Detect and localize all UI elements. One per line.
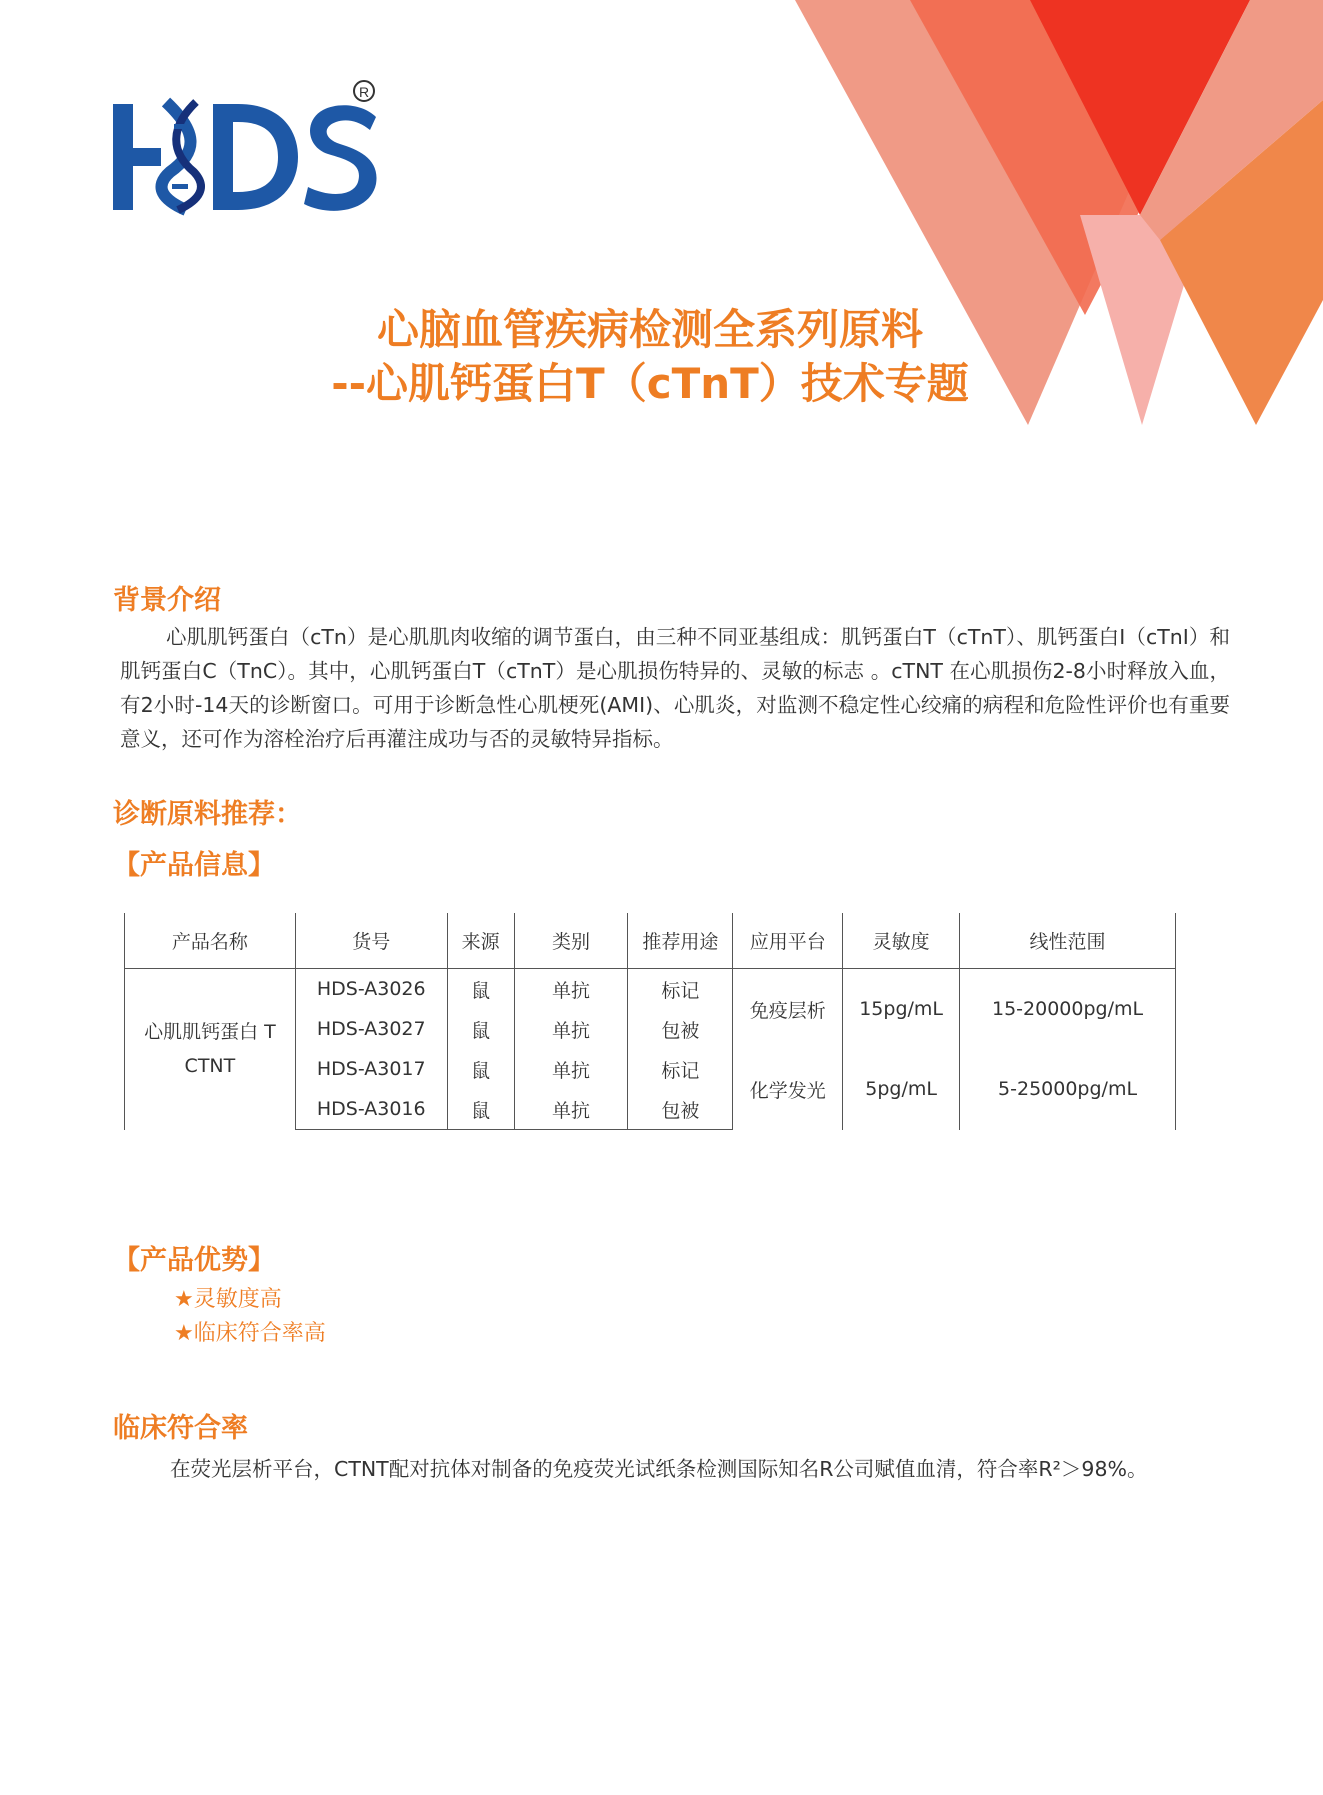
col-header: 类别: [514, 913, 628, 969]
use-cell: 标记: [628, 969, 733, 1010]
table-header-row: [125, 913, 1176, 969]
category-cell: 单抗: [514, 969, 628, 1010]
sensitivity-cell: 5pg/mL: [843, 1049, 960, 1130]
col-header: 推荐用途: [628, 913, 733, 969]
range-cell: 5-25000pg/mL: [960, 1049, 1176, 1130]
sku-cell: HDS-A3026: [295, 969, 447, 1010]
category-cell: 单抗: [514, 1089, 628, 1130]
clinical-text: 在荧光层析平台，CTNT配对抗体对制备的免疫荧光试纸条检测国际知名R公司赋值血清，符合率R²＞98%。: [170, 1457, 1148, 1481]
sku-cell: HDS-A3017: [295, 1049, 447, 1089]
table-row: [125, 969, 1176, 1010]
category-cell: 单抗: [514, 1009, 628, 1049]
use-cell: 标记: [628, 1049, 733, 1089]
platform-cell: 免疫层析: [733, 969, 843, 1050]
range-cell: 15-20000pg/mL: [960, 969, 1176, 1050]
product-name-cell: [125, 969, 296, 1130]
sku-cell: HDS-A3027: [295, 1009, 447, 1049]
product-name-line2: CTNT: [184, 1055, 236, 1078]
col-header: 线性范围: [960, 913, 1176, 969]
col-header: 产品名称: [125, 913, 296, 969]
source-cell: 鼠: [447, 969, 514, 1010]
advantage-item: ★临床符合率高: [174, 1321, 326, 1346]
source-cell: 鼠: [447, 1049, 514, 1089]
recommend-heading: 诊断原料推荐：: [113, 799, 302, 830]
use-cell: 包被: [628, 1089, 733, 1130]
col-header: 来源: [447, 913, 514, 969]
source-cell: 鼠: [447, 1009, 514, 1049]
sensitivity-cell: 15pg/mL: [843, 969, 960, 1050]
advantages-heading: 【产品优势】: [113, 1245, 275, 1276]
sku-cell: HDS-A3016: [295, 1089, 447, 1130]
product-info-heading: 【产品信息】: [113, 850, 275, 881]
use-cell: 包被: [628, 1009, 733, 1049]
background-heading: 背景介绍: [113, 585, 221, 616]
col-header: 应用平台: [733, 913, 843, 969]
col-header: 灵敏度: [843, 913, 960, 969]
background-text: 心肌肌钙蛋白（cTn）是心肌肌肉收缩的调节蛋白，由三种不同亚基组成：肌钙蛋白T（cTnT）、肌钙蛋白I（cTnI）和肌钙蛋白C（TnC）。其中，心肌钙蛋白T（cTnT）是心肌损伤特异的、灵敏的标志 。cTNT 在心肌损伤2-8小时释放入血，有2小时-14天的诊断窗口。可用于诊断急性心肌梗死(AMI)、心肌炎，对监测不稳定性心绞痛的病程和危险性评价也有重要意义，还可作为溶栓治疗后再灌注成功与否的灵敏特异指标。: [120, 625, 1230, 751]
hds-logo: [108, 72, 388, 217]
category-cell: 单抗: [514, 1049, 628, 1089]
product-table: [124, 913, 1176, 1130]
product-name-line1: 心肌肌钙蛋白 T: [144, 1021, 276, 1044]
source-cell: 鼠: [447, 1089, 514, 1130]
svg-text:R: R: [358, 84, 370, 100]
page-title-line2: --心肌钙蛋白T（cTnT）技术专题: [331, 359, 969, 408]
platform-cell: 化学发光: [733, 1049, 843, 1130]
col-header: 货号: [295, 913, 447, 969]
page-title-line1: 心脑血管疾病检测全系列原料: [376, 305, 923, 354]
clinical-heading: 临床符合率: [113, 1413, 248, 1444]
advantage-item: ★灵敏度高: [174, 1287, 282, 1312]
